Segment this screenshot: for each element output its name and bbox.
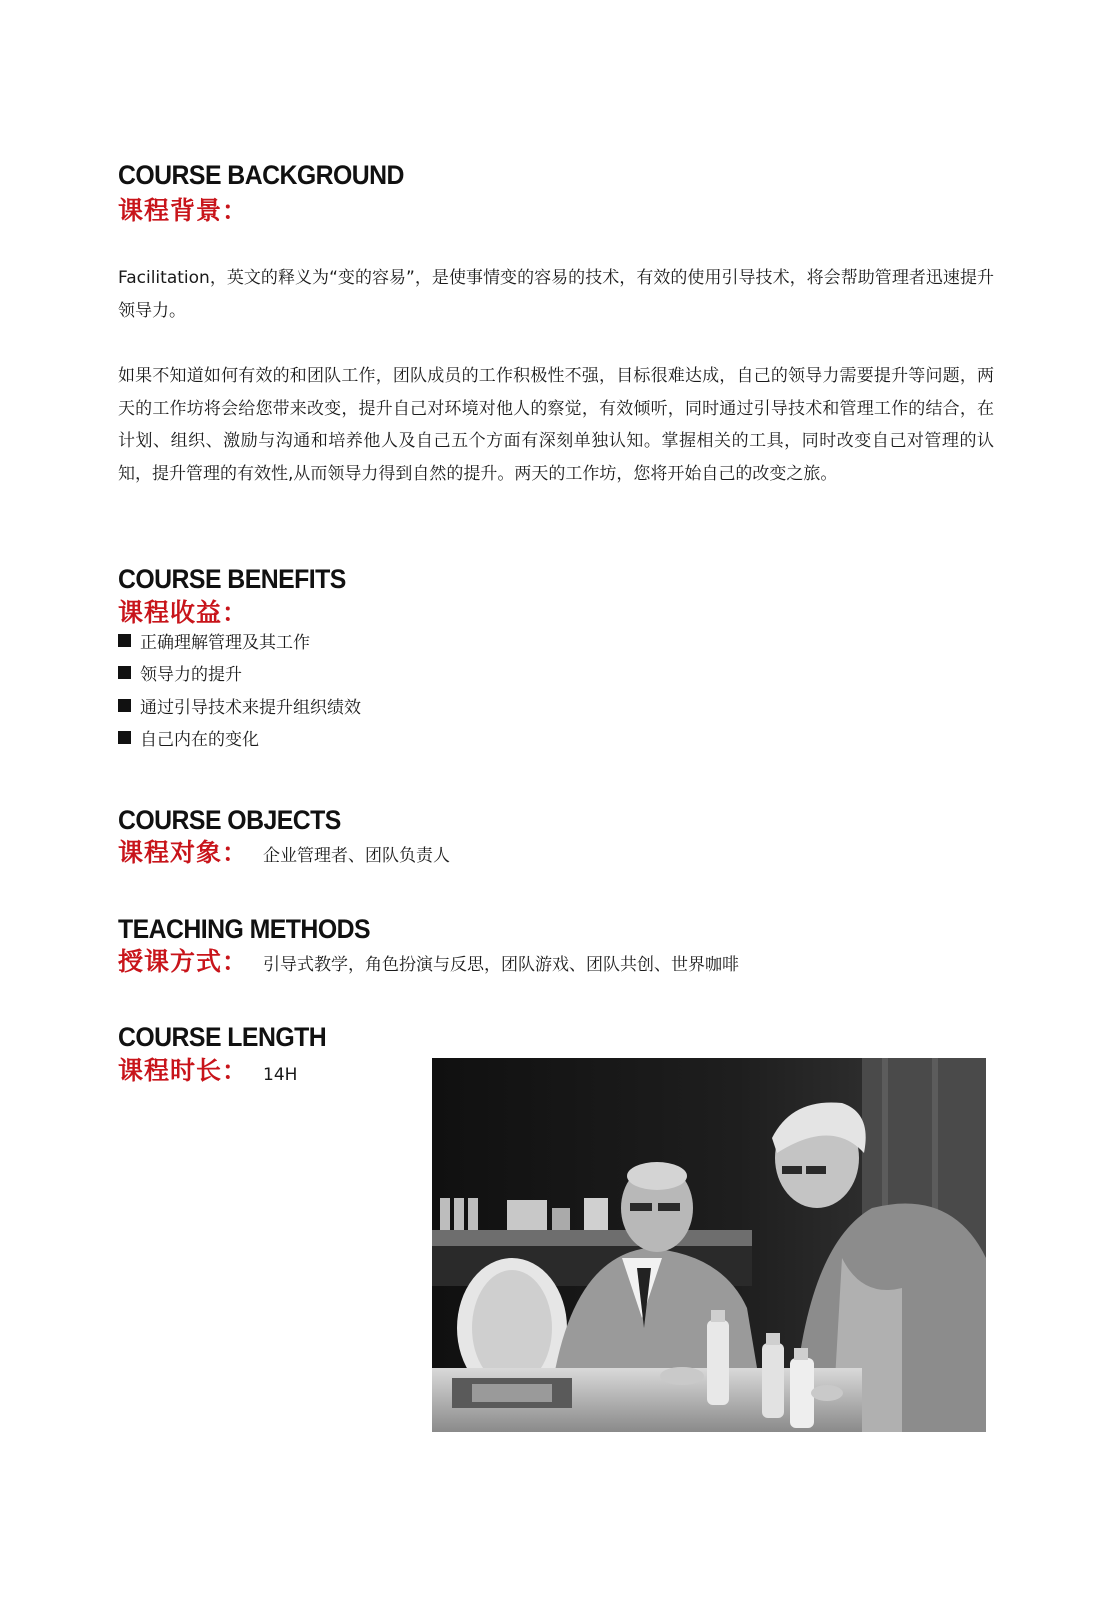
benefit-text: 正确理解管理及其工作 (140, 632, 310, 653)
methods-heading-en: TEACHING METHODS (118, 914, 370, 944)
methods-heading-cn: 授课方式： (118, 947, 249, 976)
benefit-item (118, 624, 361, 657)
length-heading-en: COURSE LENGTH (118, 1022, 327, 1052)
workshop-photo (432, 1058, 986, 1432)
background-heading-cn: 课程背景： (118, 196, 249, 225)
background-paragraph-2: 如果不知道如何有效的和团队工作，团队成员的工作积极性不强，目标很难达成，自己的领导力需要提升等问题，两天的工作坊将会给您带来改变，提升自己对环境对他人的察觉，有效倾听，同时通过引导技术和管理工作的结合，在计划、组织、激励与沟通和培养他人及自己五个方面有深刻单独认知。掌握相关的工具，同时改变自己对管理的认知，提升管理的有效性,从而领导力得到自然的提升。两天的工作坊，您将开始自己的改变之旅。 (118, 366, 994, 484)
benefit-text: 自己内在的变化 (140, 730, 259, 751)
benefit-item (118, 722, 361, 755)
length-heading-cn: 课程时长： (118, 1056, 249, 1085)
square-bullet-icon (118, 731, 131, 744)
square-bullet-icon (118, 699, 131, 712)
background-heading-en: COURSE BACKGROUND (118, 160, 404, 190)
benefit-text: 通过引导技术来提升组织绩效 (140, 697, 361, 718)
objects-value: 企业管理者、团队负责人 (263, 846, 450, 866)
benefit-item (118, 689, 361, 722)
square-bullet-icon (118, 634, 131, 647)
methods-value: 引导式教学，角色扮演与反思，团队游戏、团队共创、世界咖啡 (263, 955, 739, 975)
benefit-item (118, 657, 361, 690)
background-paragraph-1: Facilitation，英文的释义为“变的容易”，是使事情变的容易的技术，有效的使用引导技术，将会帮助管理者迅速提升领导力。 (118, 268, 994, 321)
benefit-text: 领导力的提升 (140, 665, 242, 686)
objects-heading-en: COURSE OBJECTS (118, 805, 341, 835)
benefits-list (118, 624, 361, 754)
objects-heading-cn: 课程对象： (118, 838, 249, 867)
length-value: 14H (263, 1065, 298, 1085)
benefits-heading-en: COURSE BENEFITS (118, 564, 346, 594)
square-bullet-icon (118, 666, 131, 679)
benefits-heading-cn: 课程收益： (118, 598, 249, 627)
